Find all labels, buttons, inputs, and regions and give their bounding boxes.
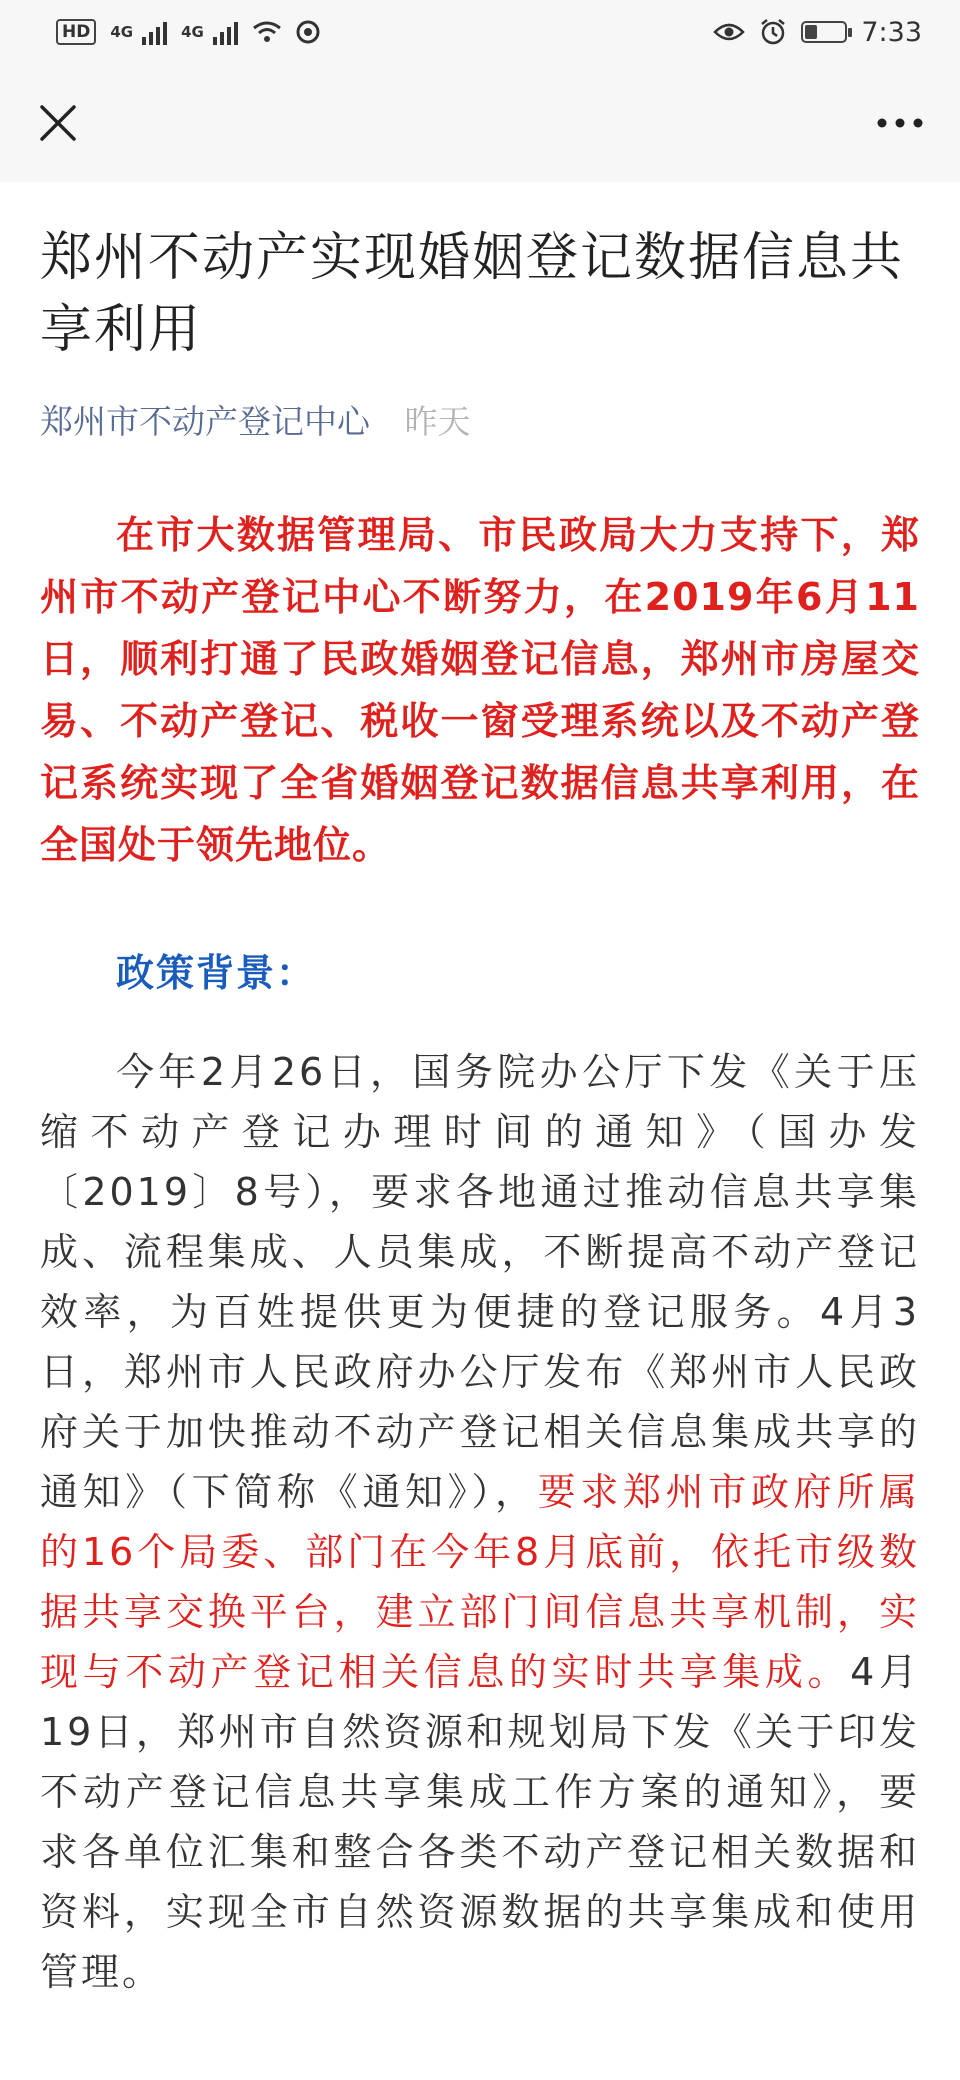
body-text-highlight: 要求郑州市政府所属的16个局委、部门在今年8月底前，依托市级数据共享交换平台，建立部门间信息共享机制，实现与不动产登记相关信息的实时共享集成。	[40, 1470, 920, 1694]
author-link[interactable]: 郑州市不动产登记中心	[40, 402, 370, 441]
wifi-icon	[252, 20, 282, 44]
status-bar-left	[56, 19, 320, 45]
section-heading: 政策背景：	[116, 951, 317, 995]
article-meta	[40, 400, 920, 444]
body-text-part1: 今年2月26日，国务院办公厅下发《关于压缩不动产登记办理时间的通知》（国办发〔2019〕8号），要求各地通过推动信息共享集成、流程集成、人员集成，不断提高不动产登记效率，为百姓提供更为便捷的登记服务。4月3日，郑州市人民政府办公厅发布《郑州市人民政府关于加快推动不动产登记相关信息集成共享的通知》（下简称《通知》），	[40, 1050, 920, 1514]
signal-icon-1: 4G	[110, 23, 167, 41]
clock-time: 7:33	[861, 16, 922, 48]
article	[40, 182, 920, 2040]
body-text-part2: 4月19日，郑州市自然资源和规划局下发《关于印发不动产登记信息共享集成工作方案的通知》，要求各单位汇集和整合各类不动产登记相关数据和资料，实现全市自然资源数据的共享集成和使用管理。	[40, 1650, 920, 1994]
alarm-icon	[759, 18, 787, 46]
article-title: 郑州不动产实现婚姻登记数据信息共享利用	[40, 228, 905, 360]
more-icon[interactable]	[876, 116, 924, 130]
nav-bar	[0, 64, 960, 182]
hd-badge: HD	[56, 19, 96, 45]
body-paragraph	[40, 1042, 920, 2002]
signal-icon-2: 4G	[181, 23, 238, 41]
status-bar	[0, 0, 960, 64]
close-icon[interactable]	[36, 101, 80, 145]
app-notification-icon	[296, 20, 320, 44]
status-bar-right	[713, 17, 922, 48]
publish-date: 昨天	[404, 402, 471, 441]
eye-icon	[713, 21, 745, 43]
battery-icon	[801, 21, 847, 43]
lead-paragraph: 在市大数据管理局、市民政局大力支持下，郑州市不动产登记中心不断努力，在2019年6月11日，顺利打通了民政婚姻登记信息，郑州市房屋交易、不动产登记、税收一窗受理系统以及不动产登记系统实现了全省婚姻登记数据信息共享利用，在全国处于领先地位。	[40, 513, 920, 867]
